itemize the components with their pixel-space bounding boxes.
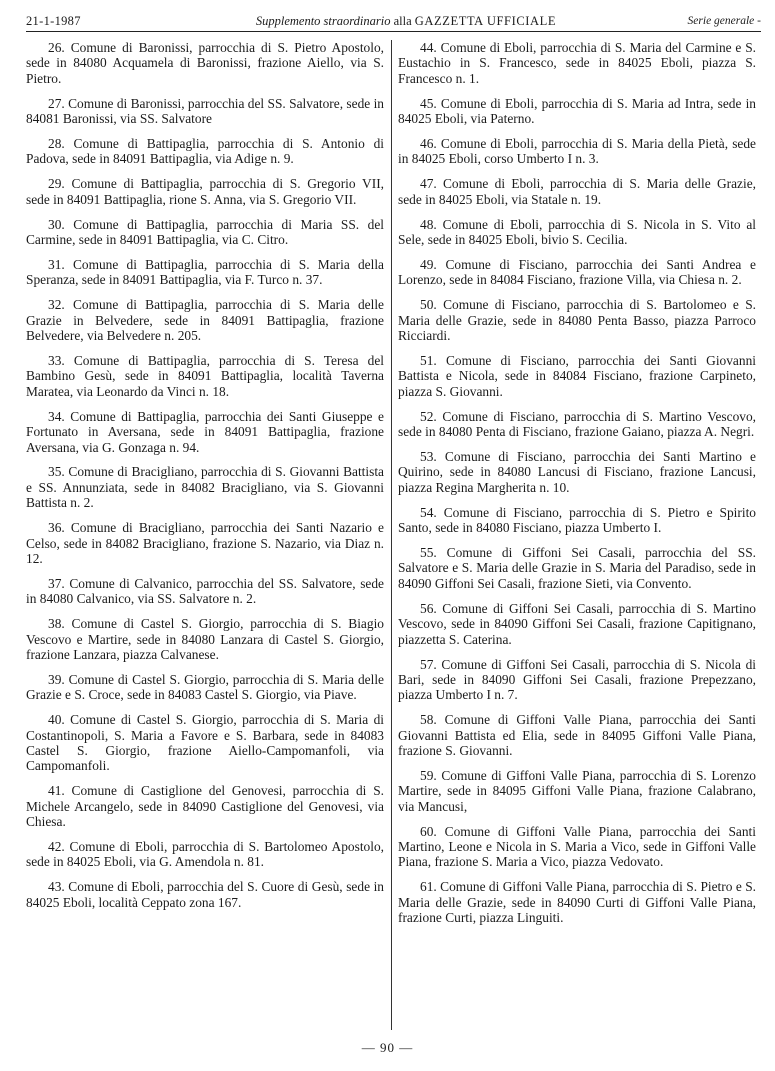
header-title-caps: GAZZETTA UFFICIALE	[414, 14, 557, 28]
parish-entry: 34. Comune di Battipaglia, parrocchia dei Santi Giuseppe e Fortunato in Aversana, sede in 84091 Battipaglia, frazione Aversana, via G. Gonzaga n. 94.	[26, 408, 384, 455]
parish-entry: 59. Comune di Giffoni Valle Piana, parrocchia di S. Lorenzo Martire, sede in 84095 Giffoni Valle Piana, frazione Calabrano, via Mancusi,	[398, 767, 756, 814]
parish-entry: 37. Comune di Calvanico, parrocchia del SS. Salvatore, sede in 84080 Calvanico, via SS. Salvatore n. 2.	[26, 575, 384, 607]
parish-entry: 55. Comune di Giffoni Sei Casali, parrocchia del SS. Salvatore e S. Maria delle Grazie in S. Maria del Paradiso, sede in 84090 Giffoni Sei Casali, frazione Sieti, via Convento.	[398, 545, 756, 591]
parish-entry: 54. Comune di Fisciano, parrocchia di S. Pietro e Spirito Santo, sede in 84080 Fisciano, piazza Umberto I.	[398, 504, 756, 536]
parish-entry: 61. Comune di Giffoni Valle Piana, parrocchia di S. Pietro e S. Maria delle Grazie, sede in 84090 Curti di Giffoni Valle Piana, frazione Curti, piazza Linguiti.	[398, 879, 756, 926]
parish-entry: 29. Comune di Battipaglia, parrocchia di S. Gregorio VII, sede in 84091 Battipaglia, rione S. Anna, via S. Gregorio VII.	[26, 176, 384, 207]
header-title	[226, 12, 586, 30]
parish-entry: 35. Comune di Bracigliano, parrocchia di S. Giovanni Battista e SS. Annunziata, sede in 84082 Bracigliano, via S. Giovanni Battista n. 2.	[26, 464, 384, 511]
parish-entry: 46. Comune di Eboli, parrocchia di S. Maria della Pietà, sede in 84025 Eboli, corso Umberto I n. 3.	[398, 136, 756, 167]
parish-entry: 31. Comune di Battipaglia, parrocchia di S. Maria della Speranza, sede in 84091 Battipaglia, via F. Turco n. 37.	[26, 256, 384, 288]
parish-entry: 38. Comune di Castel S. Giorgio, parrocchia di S. Biagio Vescovo e Martire, sede in 84080 Lanzara di Castel S. Giorgio, frazione Lanzara, piazza Calvanese.	[26, 616, 384, 662]
parish-entry: 27. Comune di Baronissi, parrocchia del SS. Salvatore, sede in 84081 Baronissi, via SS. Salvatore	[26, 95, 384, 127]
parish-entry: 43. Comune di Eboli, parrocchia del S. Cuore di Gesù, sede in 84025 Eboli, località Ceppato zona 167.	[26, 879, 384, 910]
column-divider	[391, 40, 392, 1030]
parish-entry: 58. Comune di Giffoni Valle Piana, parrocchia dei Santi Giovanni Battista ed Elia, sede in 84095 Giffoni Valle Piana, frazione S. Giovanni.	[398, 712, 756, 759]
parish-entry: 57. Comune di Giffoni Sei Casali, parrocchia di S. Nicola di Bari, sede in 84090 Giffoni Sei Casali, frazione Prepezzano, piazza Umberto I n. 7.	[398, 656, 756, 703]
parish-entry: 56. Comune di Giffoni Sei Casali, parrocchia di S. Martino Vescovo, sede in 84090 Giffoni Sei Casali, frazione Capitignano, piazzetta S. Caterina.	[398, 600, 756, 647]
parish-entry: 48. Comune di Eboli, parrocchia di S. Nicola in S. Vito al Sele, sede in 84025 Eboli, bivio S. Cecilia.	[398, 216, 756, 248]
parish-entry: 44. Comune di Eboli, parrocchia di S. Maria del Carmine e S. Eustachio in S. Francesco, sede in 84025 Eboli, piazza S. Francesco n. 1.	[398, 40, 756, 86]
header-serie: Serie generale -	[687, 15, 761, 27]
page-header	[26, 10, 761, 32]
parish-entry: 41. Comune di Castiglione del Genovesi, parrocchia di S. Michele Arcangelo, sede in 84090 Castiglione del Genovesi, via Chiesa.	[26, 783, 384, 830]
parish-entry: 33. Comune di Battipaglia, parrocchia di S. Teresa del Bambino Gesù, sede in 84091 Battipaglia, località Taverna Maratea, via Leonardo da Vinci n. 18.	[26, 353, 384, 399]
left-column	[26, 40, 384, 1030]
parish-entry: 52. Comune di Fisciano, parrocchia di S. Martino Vescovo, sede in 84080 Penta di Fisciano, frazione Gaiano, piazza A. Negri.	[398, 408, 756, 440]
header-date: 21-1-1987	[26, 14, 81, 28]
right-column	[398, 40, 756, 1030]
header-rule	[26, 31, 761, 32]
page-number: — 90 —	[361, 1040, 414, 1055]
header-title-italic: Supplemento straordinario	[255, 14, 391, 28]
parish-entry: 26. Comune di Baronissi, parrocchia di S. Pietro Apostolo, sede in 84080 Acquamela di Baronissi, frazione Aiello, via S. Pietro.	[26, 40, 384, 86]
parish-entry: 50. Comune di Fisciano, parrocchia di S. Bartolomeo e S. Maria delle Grazie, sede in 84080 Penta Basso, piazza Parroco Ricciardi.	[398, 297, 756, 344]
parish-entry: 60. Comune di Giffoni Valle Piana, parrocchia dei Santi Martino, Leone e Nicola in S. Maria a Vico, sede in Giffoni Valle Piana, frazione S. Maria a Vico, piazza Vedovato.	[398, 823, 756, 870]
header-title-mid: alla	[390, 14, 415, 28]
parish-entry: 28. Comune di Battipaglia, parrocchia di S. Antonio di Padova, sede in 84091 Battipaglia, via Adige n. 9.	[26, 136, 384, 167]
parish-entry: 53. Comune di Fisciano, parrocchia dei Santi Martino e Quirino, sede in 84080 Lancusi di Fisciano, frazione Lancusi, piazza Regina Margherita n. 10.	[398, 449, 756, 495]
parish-entry: 40. Comune di Castel S. Giorgio, parrocchia di S. Maria di Costantinopoli, S. Maria a Favore e S. Barbara, sede in 84083 Castel S. Giorgio, frazione Aiello-Campomanfoli, via Campomanfoli.	[26, 712, 384, 774]
parish-entry: 42. Comune di Eboli, parrocchia di S. Bartolomeo Apostolo, sede in 84025 Eboli, via G. Amendola n. 81.	[26, 839, 384, 870]
parish-entry: 51. Comune di Fisciano, parrocchia dei Santi Giovanni Battista e Nicola, sede in 84084 Fisciano, frazione Carpineto, piazza S. Giovanni.	[398, 353, 756, 399]
parish-entry: 45. Comune di Eboli, parrocchia di S. Maria ad Intra, sede in 84025 Eboli, via Paterno.	[398, 95, 756, 127]
parish-entry: 49. Comune di Fisciano, parrocchia dei Santi Andrea e Lorenzo, sede in 84084 Fisciano, frazione Villa, via Chiesa n. 2.	[398, 256, 756, 288]
parish-entry: 36. Comune di Bracigliano, parrocchia dei Santi Nazario e Celso, sede in 84082 Bracigliano, frazione S. Nazario, via Diaz n. 12.	[26, 520, 384, 566]
parish-entry: 47. Comune di Eboli, parrocchia di S. Maria delle Grazie, sede in 84025 Eboli, via Statale n. 19.	[398, 176, 756, 207]
parish-entry: 39. Comune di Castel S. Giorgio, parrocchia di S. Maria delle Grazie e S. Croce, sede in 84083 Castel S. Giorgio, via Piave.	[26, 671, 384, 703]
parish-entry: 32. Comune di Battipaglia, parrocchia di S. Maria delle Grazie in Belvedere, sede in 84091 Battipaglia, frazione Belvedere, via Belvedere n. 205.	[26, 297, 384, 344]
parish-entry: 30. Comune di Battipaglia, parrocchia di Maria SS. del Carmine, sede in 84091 Battipaglia, via C. Citro.	[26, 216, 384, 248]
